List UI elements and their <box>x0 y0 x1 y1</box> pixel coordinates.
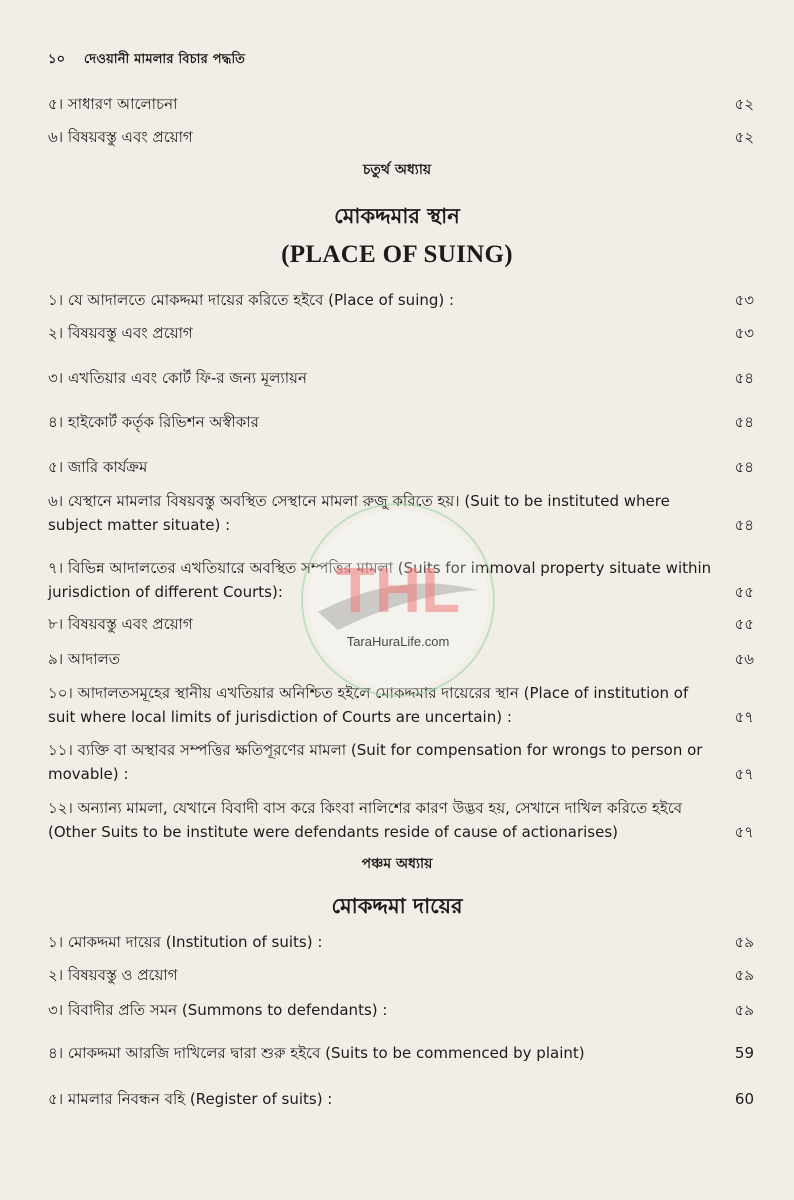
watermark-logo-text: THL <box>335 554 461 626</box>
toc-entry <box>48 647 754 671</box>
toc-entry-page: ৫৭ <box>734 708 754 726</box>
chapter-title: মোকদ্দমার স্থান <box>334 204 460 228</box>
toc-entry-page: ৫৯ <box>734 1001 754 1019</box>
toc-entry <box>48 963 754 987</box>
toc-entry-page: ৫৪ <box>734 516 754 534</box>
toc-entry <box>48 125 754 149</box>
toc-entry-text: ৩। বিবাদীর প্রতি সমন (Summons to defendants) : <box>48 1001 388 1019</box>
chapter-label: পঞ্চম অধ্যায় <box>361 856 433 872</box>
toc-entry <box>48 321 754 345</box>
toc-entry-text: ৯। আদালত <box>48 650 121 668</box>
page-number: ১০ <box>48 52 66 67</box>
toc-entry-text: ১১। ব্যক্তি বা অস্থাবর সম্পত্তির ক্ষতিপূরণের মামলা (Suit for compensation for wrongs to person or movable) : <box>48 741 703 783</box>
toc-entry-text: ৬। যেস্থানে মামলার বিষয়বস্তু অবস্থিত সেস্থানে মামলা রুজু করিতে হয়। (Suit to be instituted where subject matter situate) : <box>48 492 670 534</box>
toc-entry <box>48 366 754 390</box>
chapter-title-english: (PLACE OF SUING) <box>281 241 513 268</box>
toc-entry-text: ১। মোকদ্দমা দায়ের (Institution of suits) : <box>48 933 323 951</box>
toc-entry-page: ৫৭ <box>734 765 754 783</box>
toc-entry-page: ৫৪ <box>734 413 754 431</box>
toc-entry-page: ৫৫ <box>734 583 754 601</box>
toc-entry-page: ৫৪ <box>734 369 754 387</box>
toc-entry-page: ৫৯ <box>734 966 754 984</box>
toc-entry <box>48 410 754 434</box>
watermark-url: TaraHuraLife.com <box>346 634 450 649</box>
chapter-title: মোকদ্দমা দায়ের <box>331 894 463 918</box>
toc-entry-text: ৫। মামলার নিবন্ধন বহি (Register of suits) : <box>48 1090 333 1108</box>
toc-entry-text: ২। বিষয়বস্তু এবং প্রয়োগ <box>48 324 193 342</box>
toc-entry-text: ৭। বিভিন্ন আদালতের এখতিয়ারে অবস্থিত সম্পত্তির মামলা (Suits for immoval property situate within jurisdiction of different Courts): <box>48 559 712 601</box>
toc-entry <box>48 455 754 479</box>
toc-entry <box>48 489 754 537</box>
chapter-label: চতুর্থ অধ্যায় <box>362 162 432 178</box>
toc-entry-text: ১। যে আদালতে মোকদ্দমা দায়ের করিতে হইবে (Place of suing) : <box>48 291 455 309</box>
toc-entry-text: ৬। বিষয়বস্তু এবং প্রয়োগ <box>48 128 193 146</box>
toc-entry <box>48 92 754 116</box>
toc-entry <box>48 930 754 954</box>
toc-entry-page: ৫৪ <box>734 458 754 476</box>
toc-entry-page: ৫২ <box>734 95 754 113</box>
toc-entry <box>48 1087 754 1111</box>
toc-entry-text: ৫। জারি কার্যক্রম <box>48 458 148 476</box>
running-head <box>48 50 245 71</box>
toc-entry-page: ৫৩ <box>734 324 754 342</box>
toc-entry-text: ১০। আদালতসমূহের স্থানীয় এখতিয়ার অনিশ্চিত হইলে মোকদ্দমার দায়েরের স্থান (Place of institution of suit where local limits of jurisdiction of Courts are uncertain) : <box>48 684 689 726</box>
toc-entry-text: ৩। এখতিয়ার এবং কোর্ট ফি-র জন্য মূল্যায়ন <box>48 369 307 387</box>
toc-entry <box>48 998 754 1022</box>
toc-entry-text: ২। বিষয়বস্তু ও প্রয়োগ <box>48 966 178 984</box>
toc-entry-page: ৫৬ <box>734 650 754 668</box>
toc-entry <box>48 288 754 312</box>
toc-entry-page: ৫৩ <box>734 291 754 309</box>
toc-entry-text: ১২। অন্যান্য মামলা, যেখানে বিবাদী বাস করে কিংবা নালিশের কারণ উদ্ভব হয়, সেখানে দাখিল করিতে হইবে (Other Suits to be institute were defendants reside of cause of actionarises) <box>48 799 683 841</box>
toc-entry <box>48 1041 754 1065</box>
toc-entry <box>48 612 754 636</box>
toc-entry-page: ৫২ <box>734 128 754 146</box>
toc-entry-text: ৪। হাইকোর্ট কর্তৃক রিভিশন অস্বীকার <box>48 413 259 431</box>
toc-entry-text: ৮। বিষয়বস্তু এবং প্রয়োগ <box>48 615 193 633</box>
toc-entry-page: 59 <box>734 1044 754 1062</box>
toc-entry-page: 60 <box>734 1090 754 1108</box>
toc-entry <box>48 738 754 786</box>
toc-entry-page: ৫৫ <box>734 615 754 633</box>
toc-entry-page: ৫৭ <box>734 823 754 841</box>
toc-entry-text: ৪। মোকদ্দমা আরজি দাখিলের দ্বারা শুরু হইবে (Suits to be commenced by plaint) <box>48 1044 585 1062</box>
toc-entry <box>48 796 754 844</box>
toc-entry-text: ৫। সাধারণ আলোচনা <box>48 95 178 113</box>
toc-entry <box>48 556 754 604</box>
running-head-title: দেওয়ানী মামলার বিচার পদ্ধতি <box>84 52 246 67</box>
toc-entry-page: ৫৯ <box>734 933 754 951</box>
toc-entry <box>48 681 754 729</box>
